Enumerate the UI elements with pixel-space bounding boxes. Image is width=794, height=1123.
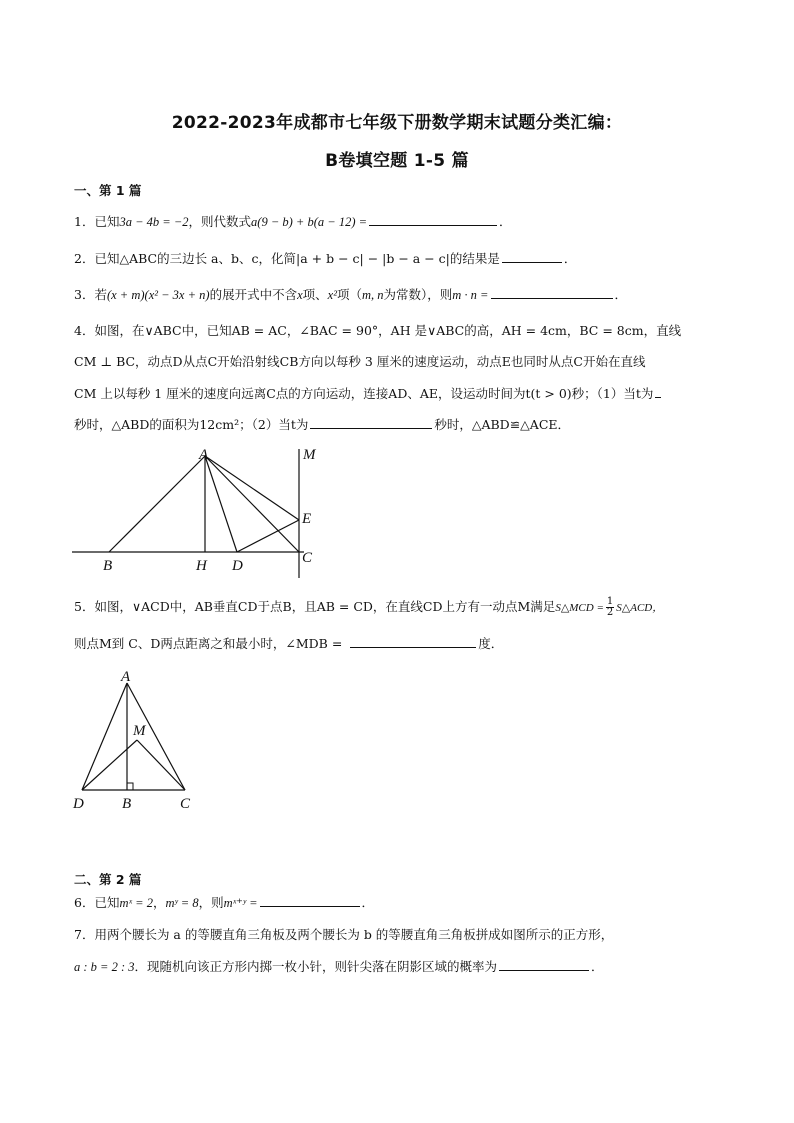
q1-end: ． [499,214,512,229]
q3-term1: x [297,288,303,302]
fig1-label-c: C [302,550,313,566]
answer-blank-q4-b[interactable] [310,415,432,429]
q6-mid: ，则 [198,895,224,910]
section-heading-1: 一、第 1 篇 [74,183,142,198]
fig2-label-a: A [121,669,131,685]
q4-line4-a: 秒时，△ABD的面积为12cm²；（2）当t为 [74,417,309,432]
question-2 [74,249,576,268]
answer-blank-q4-a[interactable] [655,384,661,398]
q1-prefix: 1．已知 [74,214,120,229]
fig1-label-e: E [302,511,312,527]
q6-expr2: mʸ = 8 [165,896,199,910]
fig1-seg-ac [205,456,299,552]
q1-mid: ，则代数式 [188,214,252,229]
title-line-1: 2022-2023年成都市七年级下册数学期末试题分类汇编： [171,113,623,133]
question-6 [74,893,374,912]
q5-area-acd: S△ACD， [616,602,664,614]
q3-mid3: 项（ [336,287,362,302]
q7-line2-b: ．现随机向该正方形内掷一枚小针，则针尖落在阴影区域的概率为 [134,959,498,974]
fig2-seg-ad [82,683,127,790]
q5-line2-a: 则点M到 C、D两点距离之和最小时，∠MDB = [74,636,343,651]
q7-end: ． [591,959,604,974]
q3-prefix: 3．若 [74,287,107,302]
question-7-line-1: 7．用两个腰长为 a 的等腰直角三角板及两个腰长为 b 的等腰直角三角板拼成如图所示的正方形， [74,927,614,942]
q6-expr1: mˣ = 2 [119,896,153,910]
fig2-right-angle-mark [127,783,133,790]
fig1-label-d: D [232,558,243,574]
answer-blank-q1[interactable] [369,212,497,226]
answer-blank-q6[interactable] [260,893,360,907]
question-3 [74,285,627,304]
fig2-label-b: B [122,796,132,812]
question-4-line-2: CM ⊥ BC，动点D从点C开始沿射线CB方向以每秒 3 厘米的速度运动，动点E也同时从点C开始在直线 [74,354,646,369]
fig1-seg-de [237,520,299,552]
q3-expr: (x + m)(x² − 3x + n) [106,288,210,302]
question-1 [74,212,512,231]
q1-expr2: a(9 − b) + b(a − 12) = [251,215,368,229]
title-line-2: B卷填空题 1-5 篇 [325,151,469,171]
fig2-seg-mc [137,740,185,790]
question-4-line-3 [74,384,663,403]
q3-expr2: m · n = [452,288,489,302]
answer-blank-q7[interactable] [499,957,589,971]
q5-frac-num: 1 [606,596,614,607]
q2-text: 2．已知△ABC的三边长 a、b、c，化简|a + b − c| − |b − a − c|的结果是 [74,251,500,266]
section-heading-2: 二、第 2 篇 [74,872,142,887]
fig1-label-m: M [303,447,316,463]
answer-blank-q5[interactable] [350,634,476,648]
q6-expr3: mˣ⁺ʸ = [223,896,258,910]
question-4-line-4 [74,415,570,434]
fig1-label-a: A [199,447,209,463]
figure-q4-triangle [72,444,332,584]
fig2-label-c: C [180,796,191,812]
fig1-seg-ad [205,456,237,552]
question-5-line-2 [74,634,503,653]
q3-mid2: 项、 [302,287,328,302]
q3-vars: m, n [361,288,384,302]
q5-fraction [606,597,614,618]
q5-area-mcd: S△MCD = [555,602,604,614]
q4-line4-b: 秒时，△ABD≌△ACE． [434,417,571,432]
q3-mid4: 为常数），则 [383,287,453,302]
q6-sep: ， [152,895,166,910]
fig2-label-d: D [73,796,84,812]
q3-term2: x² [327,288,337,302]
q6-prefix: 6．已知 [74,895,120,910]
q5-frac-den: 2 [606,607,614,618]
q4-line3-text: CM 上以每秒 1 厘米的速度向远离C点的方向运动，连接AD、AE，设运动时间为t(t > 0)秒；（1）当t为 [74,386,654,401]
question-4-line-1: 4．如图，在∨ABC中，已知AB = AC，∠BAC = 90°，AH 是∨ABC的高，AH = 4cm，BC = 8cm，直线 [74,323,682,338]
q5-line2-b: 度． [478,636,504,651]
fig1-label-h: H [196,558,207,574]
q6-end: ． [361,895,375,910]
q3-mid: 的展开式中不含 [209,287,298,302]
q5-line1-a: 5．如图，∨ACD中，AB垂直CD于点B，且AB = CD，在直线CD上方有一动点M满足 [74,599,556,614]
question-5-line-1 [74,597,663,618]
question-7-line-2 [74,957,604,976]
answer-blank-q2[interactable] [502,249,562,263]
q7-ratio: a : b = 2 : 3 [74,960,135,974]
fig1-seg-ab [109,456,205,552]
q2-end: ． [563,251,577,266]
q1-expr1: 3a − 4b = −2 [119,215,189,229]
q3-end: ． [614,287,628,302]
figure-q5-triangle [70,665,200,815]
fig2-label-m: M [133,723,146,739]
fig1-label-b: B [103,558,113,574]
answer-blank-q3[interactable] [491,285,613,299]
fig1-seg-ae [205,456,299,520]
